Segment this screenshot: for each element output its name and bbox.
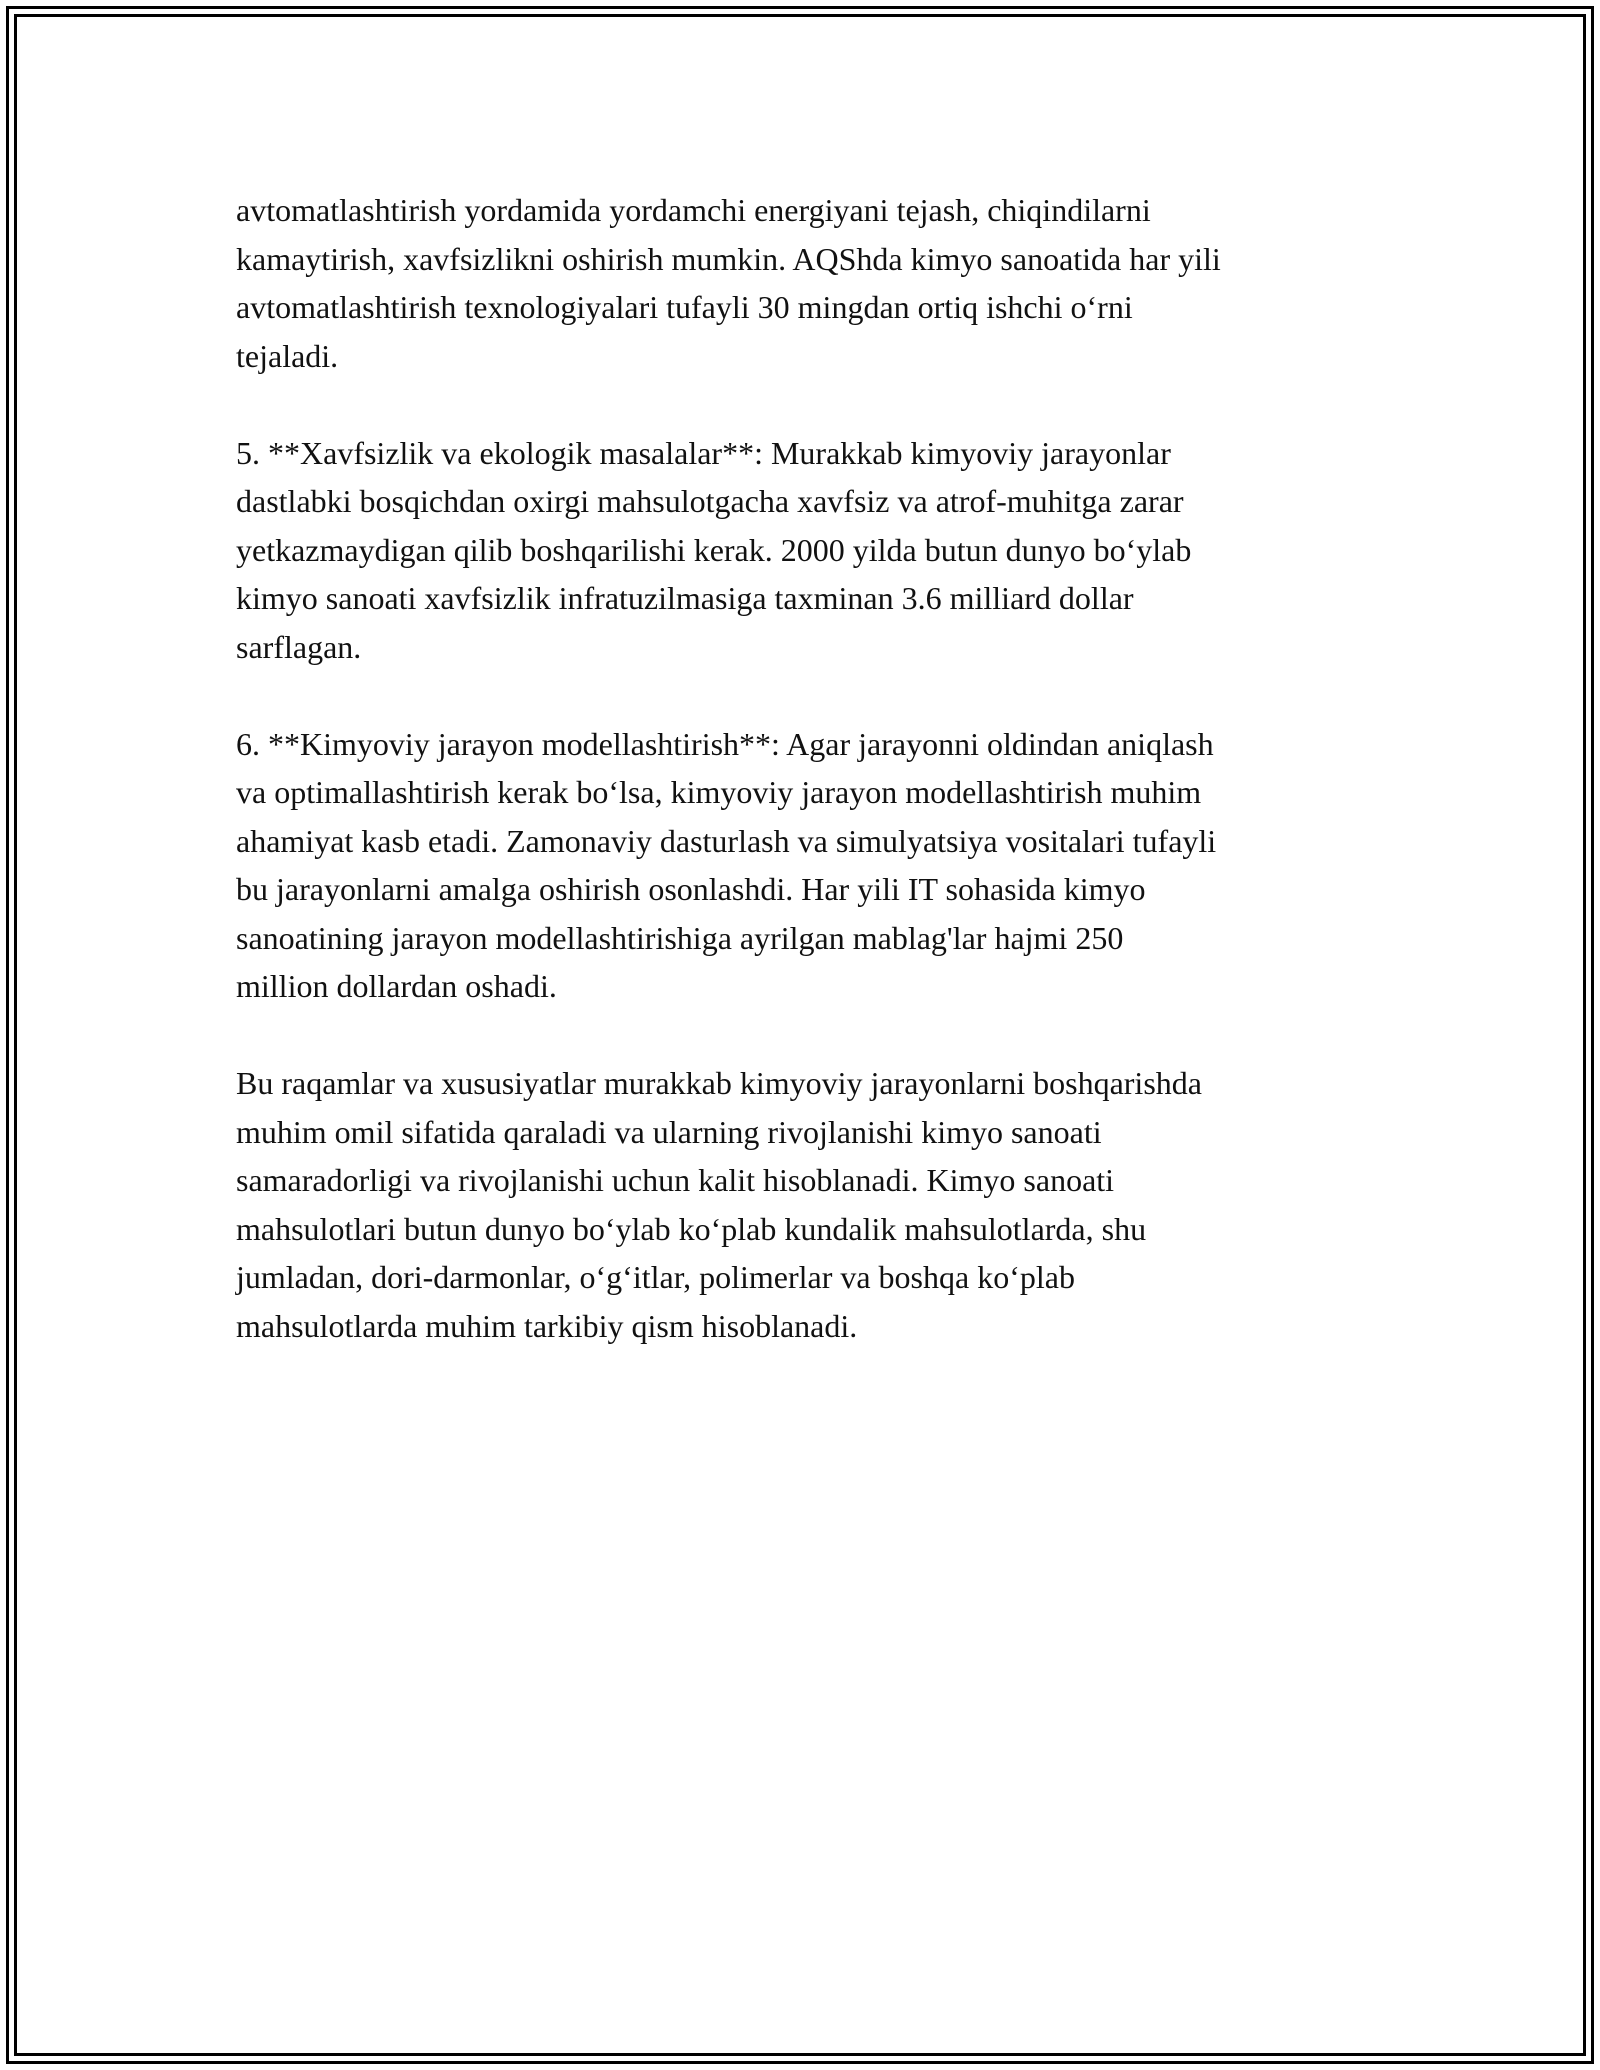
paragraph-conclusion: Bu raqamlar va xususiyatlar murakkab kimyoviy jarayonlarni boshqarishda muhim omil sifatida qaraladi va ularning rivojlanishi kimyo sanoati samaradorligi va rivojlanishi uchun kalit hisoblanadi. Kimyo sanoati mahsulotlari butun dunyo bo‘ylab ko‘plab kundalik mahsulotlarda, shu jumladan, dori-darmonlar, o‘g‘itlar, polimerlar va boshqa ko‘plab mahsulotlarda muhim tarkibiy qism hisoblanadi. — [236, 1065, 1202, 1344]
paragraph-process-modeling: 6. **Kimyoviy jarayon modellashtirish**: Agar jarayonni oldindan aniqlash va optimallashtirish kerak bo‘lsa, kimyoviy jarayon modellashtirish muhim ahamiyat kasb etadi. Zamonaviy dasturlash va simulyatsiya vositalari tufayli bu jarayonlarni amalga oshirish osonlashdi. Har yili IT sohasida kimyo sanoatining jarayon modellashtirishiga ayrilgan mablag'lar hajmi 250 million dollardan oshadi. — [236, 725, 1217, 1004]
paragraph-automation-continued: avtomatlashtirish yordamida yordamchi energiyani tejash, chiqindilarni kamaytirish, xavfsizlikni oshirish mumkin. AQShda kimyo sanoatida har yili avtomatlashtirish texnologiyalari tufayli 30 mingdan ortiq ishchi o‘rni tejaladi. — [236, 192, 1221, 374]
document-body — [236, 186, 1376, 1399]
paragraph-safety-ecology: 5. **Xavfsizlik va ekologik masalalar**: Murakkab kimyoviy jarayonlar dastlabki bosqichdan oxirgi mahsulotgacha xavfsiz va atrof-muhitga zarar yetkazmaydigan qilib boshqarilishi kerak. 2000 yilda butun dunyo bo‘ylab kimyo sanoati xavfsizlik infratuzilmasiga taxminan 3.6 milliard dollar sarflagan. — [236, 434, 1192, 665]
